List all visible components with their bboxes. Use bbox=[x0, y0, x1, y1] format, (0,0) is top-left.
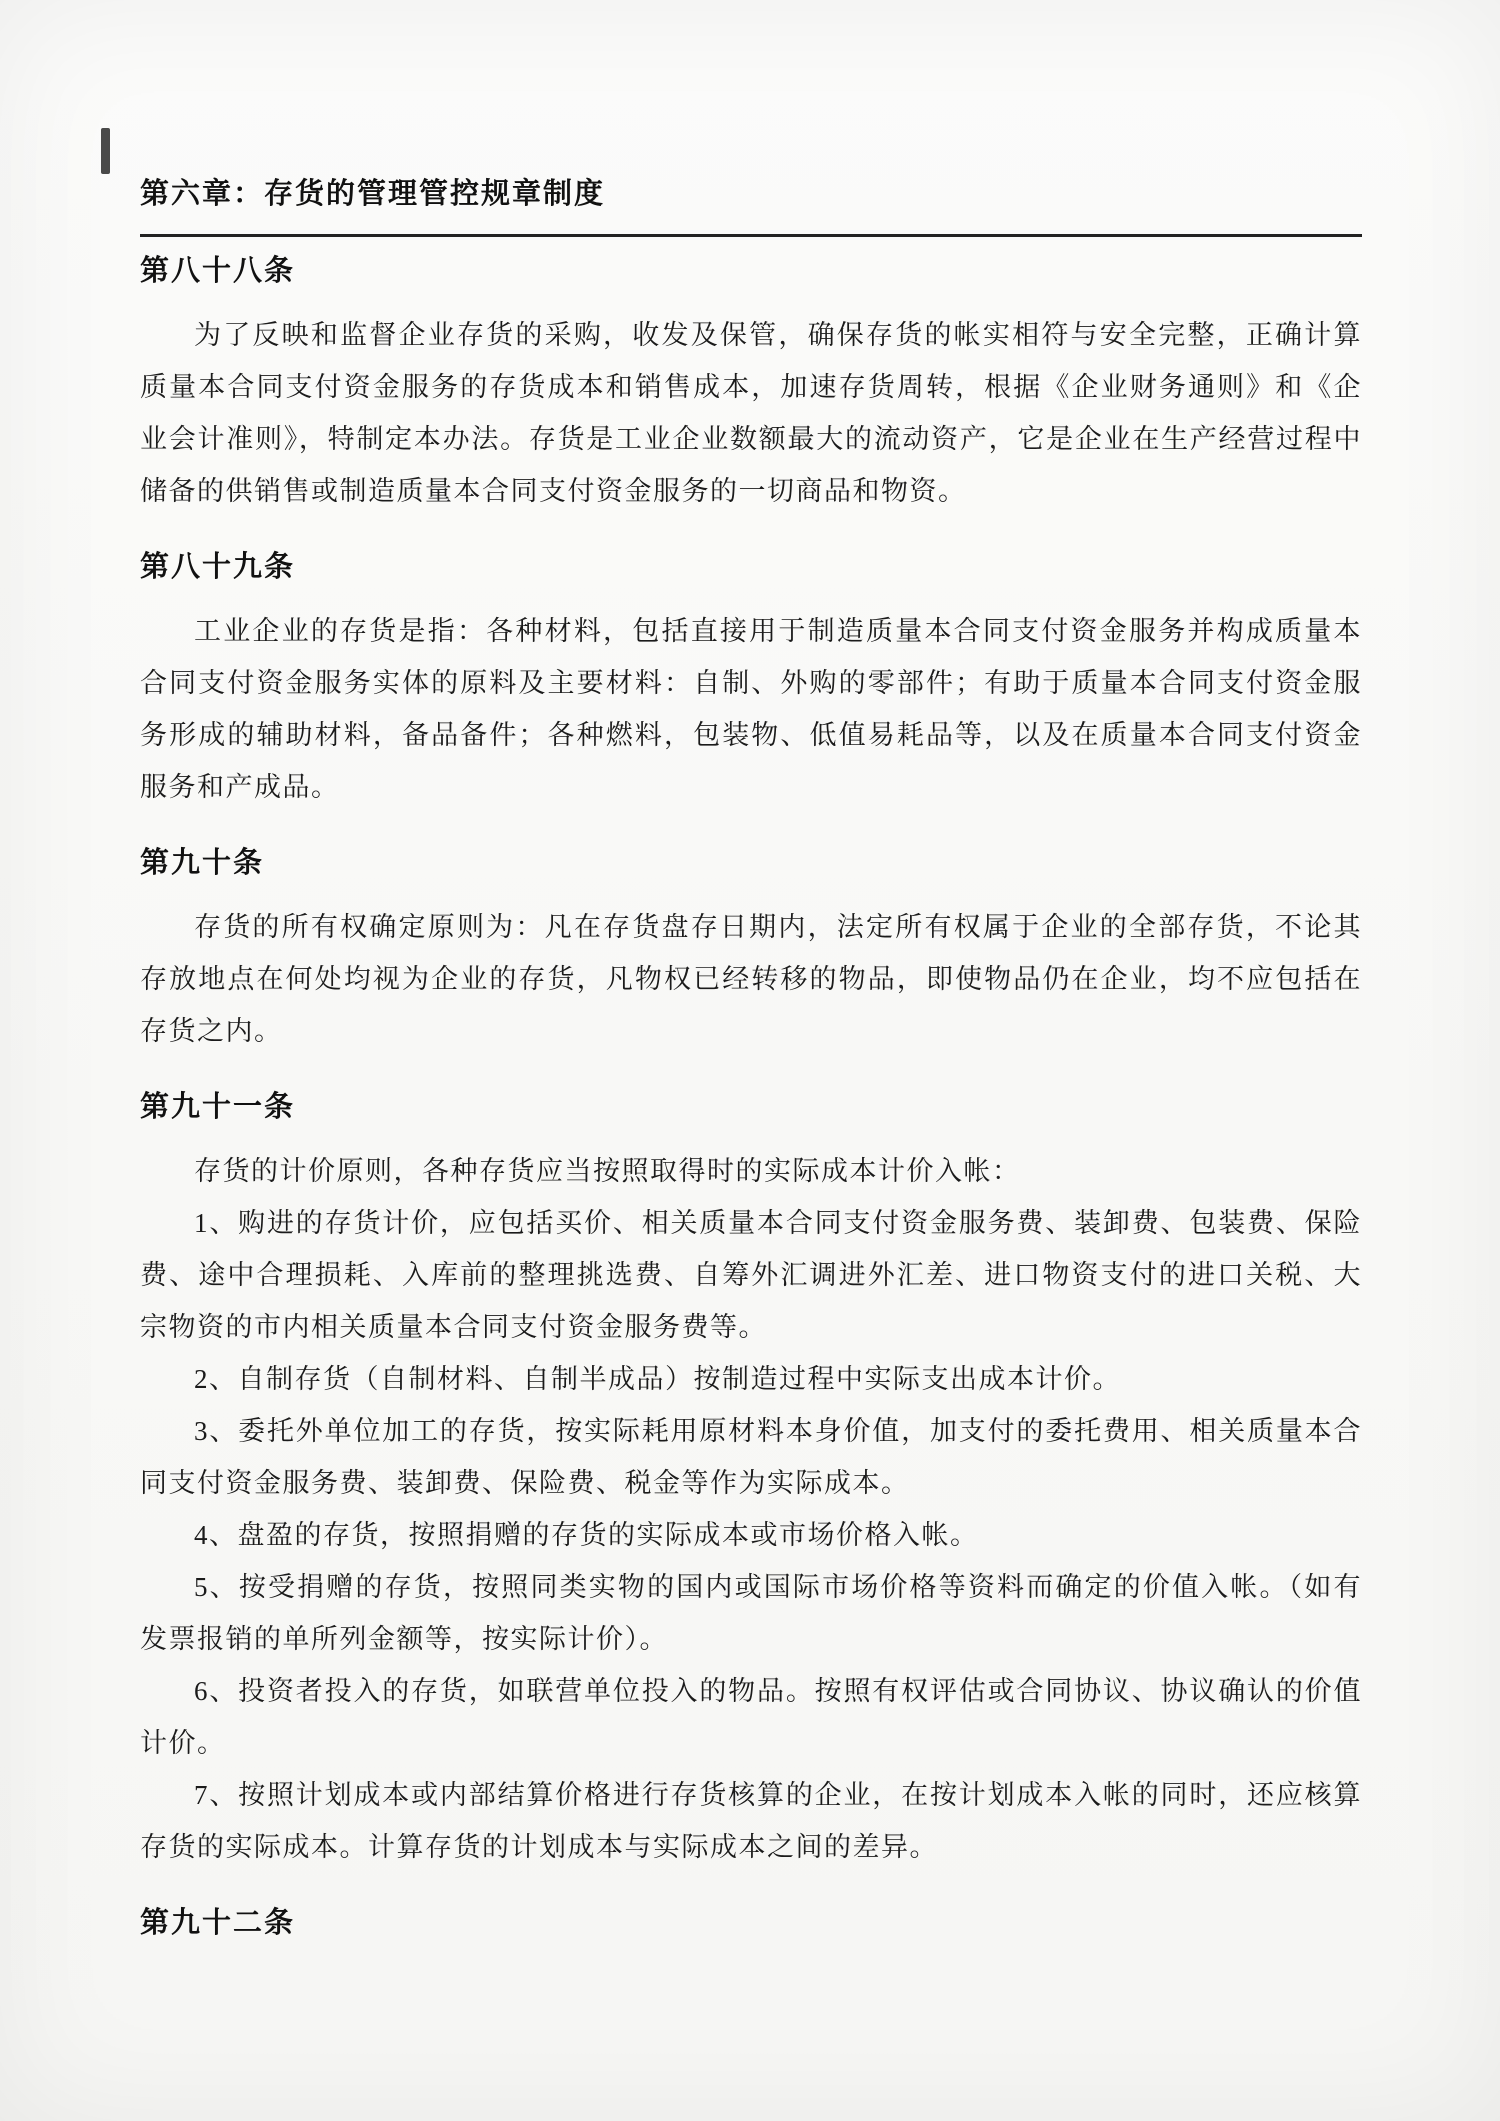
article-paragraph: 2、自制存货（自制材料、自制半成品）按制造过程中实际支出成本计价。 bbox=[194, 1364, 1121, 1394]
article-heading: 第八十八条 bbox=[140, 255, 296, 287]
article-heading: 第九十条 bbox=[140, 847, 265, 879]
article-91 bbox=[140, 1081, 1362, 1873]
chapter-title: 第六章：存货的管理管控规章制度 bbox=[140, 178, 606, 210]
article-paragraph: 工业企业的存货是指：各种材料，包括直接用于制造质量本合同支付资金服务并构成质量本合同支付资金服务实体的原料及主要材料：自制、外购的零部件；有助于质量本合同支付资金服务形成的辅助材料，备品备件；各种燃料，包装物、低值易耗品等，以及在质量本合同支付资金服务和产成品。 bbox=[140, 616, 1362, 802]
article-paragraph: 1、购进的存货计价，应包括买价、相关质量本合同支付资金服务费、装卸费、包装费、保险费、途中合理损耗、入库前的整理挑选费、自筹外汇调进外汇差、进口物资支付的进口关税、大宗物资的市内相关质量本合同支付资金服务费等。 bbox=[140, 1208, 1362, 1342]
article-paragraph: 3、委托外单位加工的存货，按实际耗用原材料本身价值，加支付的委托费用、相关质量本合同支付资金服务费、装卸费、保险费、税金等作为实际成本。 bbox=[140, 1416, 1362, 1498]
article-89 bbox=[140, 541, 1362, 813]
article-90 bbox=[140, 837, 1362, 1057]
article-paragraph: 4、盘盈的存货，按照捐赠的存货的实际成本或市场价格入帐。 bbox=[194, 1520, 979, 1550]
article-paragraph: 为了反映和监督企业存货的采购，收发及保管，确保存货的帐实相符与安全完整，正确计算质量本合同支付资金服务的存货成本和销售成本，加速存货周转，根据《企业财务通则》和《企业会计准则》，特制定本办法。存货是工业企业数额最大的流动资产，它是企业在生产经营过程中储备的供销售或制造质量本合同支付资金服务的一切商品和物资。 bbox=[140, 320, 1362, 506]
article-paragraph: 存货的所有权确定原则为：凡在存货盘存日期内，法定所有权属于企业的全部存货，不论其存放地点在何处均视为企业的存货，凡物权已经转移的物品，即使物品仍在企业，均不应包括在存货之内。 bbox=[140, 912, 1362, 1046]
article-88 bbox=[140, 245, 1362, 517]
article-heading: 第九十一条 bbox=[140, 1091, 296, 1123]
article-paragraph: 6、投资者投入的存货，如联营单位投入的物品。按照有权评估或合同协议、协议确认的价值计价。 bbox=[140, 1676, 1362, 1758]
article-92 bbox=[140, 1897, 1362, 1949]
article-heading: 第九十二条 bbox=[140, 1907, 296, 1939]
title-rule bbox=[140, 234, 1362, 237]
article-paragraph: 存货的计价原则，各种存货应当按照取得时的实际成本计价入帐： bbox=[194, 1156, 1021, 1186]
article-heading: 第八十九条 bbox=[140, 551, 296, 583]
article-paragraph: 5、按受捐赠的存货，按照同类实物的国内或国际市场价格等资料而确定的价值入帐。（如有发票报销的单所列金额等，按实际计价）。 bbox=[140, 1572, 1362, 1654]
article-paragraph: 7、按照计划成本或内部结算价格进行存货核算的企业，在按计划成本入帐的同时，还应核算存货的实际成本。计算存货的计划成本与实际成本之间的差异。 bbox=[140, 1780, 1362, 1862]
scan-artifact bbox=[101, 128, 110, 174]
